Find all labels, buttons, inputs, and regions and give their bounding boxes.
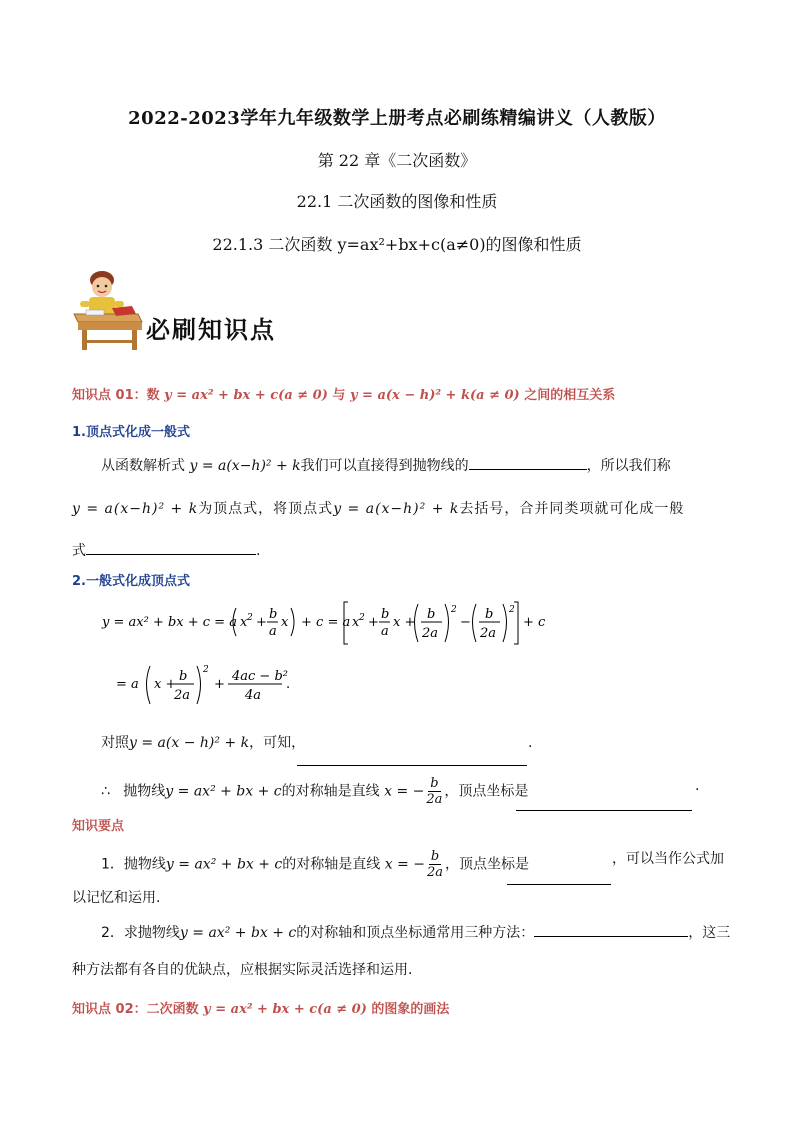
therefore-line (101, 776, 528, 807)
equation-line-1 (100, 596, 550, 648)
chapter-title: 第 22 章《二次函数》 (317, 151, 477, 170)
knowledge-point-01-title (72, 384, 615, 403)
compare-formula: y = a(x − h)² + k (129, 735, 250, 751)
fill-blank-3[interactable] (297, 765, 527, 766)
document-title: 2022-2023学年九年级数学上册考点必刷练精编讲义（人教版） (128, 108, 666, 129)
thf-end: . (695, 778, 700, 794)
p1-text-c: ，所以我们称 (586, 458, 671, 474)
svg-text:+: + (256, 615, 267, 630)
part1-heading: 1.顶点式化成一般式 (72, 425, 190, 440)
fill-blank-6[interactable] (534, 922, 688, 937)
item1-fraction: $\frac{b}{2a}$ (427, 849, 444, 880)
svg-text:2: 2 (359, 613, 365, 623)
svg-text:+ c = a: + c = a (301, 615, 351, 630)
item2-text-a: 2．求抛物线 (101, 925, 180, 941)
svg-text:x: x (352, 615, 360, 630)
item1-formula: y = ax² + bx + c (165, 856, 283, 873)
thf-formula: y = ax² + bx + c (165, 783, 282, 800)
item1-text-e: 以记忆和运用. (72, 890, 161, 906)
kp2-formula: y = ax² + bx + c(a ≠ 0) (203, 1002, 367, 1017)
thf-text-a: 抛物线 (123, 783, 166, 800)
key-item-1 (101, 849, 529, 880)
item1-x: x = − (384, 856, 425, 873)
svg-text:b: b (179, 669, 188, 684)
frac-a-1: a (269, 624, 277, 639)
p3-text-a: 式 (72, 543, 86, 559)
svg-text:2: 2 (509, 605, 515, 615)
thf-x: x = − (384, 783, 425, 800)
svg-text:2: 2 (203, 665, 209, 675)
kp2-suffix: 的图象的画法 (371, 1002, 450, 1017)
svg-text:2a: 2a (174, 688, 191, 703)
svg-text:b: b (381, 607, 390, 622)
svg-text:2: 2 (451, 605, 457, 615)
part2-heading: 2.一般式化成顶点式 (72, 574, 190, 589)
kp2-prefix: 知识点 02：二次函数 (72, 1002, 199, 1017)
thf-fraction: $\frac{b}{2a}$ (426, 776, 443, 807)
svg-text:.: . (286, 677, 291, 692)
key-item-2 (101, 922, 730, 943)
part1-line1 (101, 455, 731, 476)
therefore-symbol: ∴ (101, 783, 110, 800)
compare-text-a: 对照 (101, 735, 129, 751)
p2-formula: y = a(x−h)² + k (72, 501, 199, 517)
section-title: 22.1 二次函数的图像和性质 (296, 192, 498, 211)
equation-line-2 (100, 656, 320, 710)
part1-line3 (72, 540, 260, 561)
svg-text:x +: x + (154, 677, 177, 692)
knowledge-point-02-title (72, 998, 449, 1017)
item2-text-c: ，这三 (688, 925, 731, 941)
fill-blank-2[interactable] (86, 540, 256, 555)
student-at-desk-icon (72, 268, 144, 352)
svg-text:2a: 2a (422, 626, 439, 641)
item1-text-c: ，顶点坐标是 (445, 856, 530, 873)
item2-text-b: 的对称轴和顶点坐标通常用三种方法： (296, 925, 535, 941)
svg-text:−: − (460, 615, 471, 630)
p1-text-b: 我们可以直接得到抛物线的 (300, 458, 469, 474)
kp1-formula-b: y = a(x − h)² + k(a ≠ 0) (349, 388, 520, 403)
p1-text-a: 从函数解析式 (101, 458, 185, 474)
kp1-suffix: 之间的相互关系 (524, 388, 616, 403)
compare-end: . (528, 735, 533, 751)
svg-text:+ c: + c (523, 615, 546, 630)
compare-line (101, 733, 305, 753)
svg-text:+: + (214, 677, 225, 692)
kp1-formula-a: y = ax² + bx + c(a ≠ 0) (164, 388, 328, 403)
p3-text-b: . (256, 543, 261, 559)
svg-text:x: x (281, 615, 289, 630)
eq2-frac-numerator: 4ac − b² (232, 669, 288, 684)
key-points-heading: 知识要点 (72, 819, 125, 834)
p2-formula2: y = a(x−h)² + k (333, 501, 460, 517)
item1-text-b: 的对称轴是直线 (282, 856, 381, 873)
thf-text-b: 的对称轴是直线 (281, 783, 380, 800)
eq1-left: y = ax² + bx + c = a (102, 615, 237, 630)
svg-text:x: x (240, 615, 248, 630)
kp1-connector: 与 (332, 388, 346, 403)
part1-line2 (72, 499, 732, 519)
svg-text:2a: 2a (480, 626, 497, 641)
banner-label: 必刷知识点 (146, 316, 276, 344)
item1-text-a: 1．抛物线 (101, 856, 166, 873)
item2-formula: y = ax² + bx + c (179, 925, 297, 941)
svg-text:b: b (485, 607, 494, 622)
item2-text-d: 种方法都有各自的优缺点，应根据实际灵活选择和运用. (72, 962, 413, 978)
item1-text-d: ，可以当作公式加 (612, 851, 724, 867)
fill-blank-4[interactable] (516, 810, 692, 811)
p2-text-a: 为顶点式，将顶点式 (198, 501, 334, 517)
eq2-frac-denominator: 4a (245, 688, 262, 703)
svg-text:a: a (381, 624, 389, 639)
svg-text:b: b (427, 607, 436, 622)
svg-text:x +: x + (393, 615, 416, 630)
subsection-title: 22.1.3 二次函数 y=ax²+bx+c(a≠0)的图像和性质 (212, 235, 582, 254)
svg-text:2: 2 (247, 613, 253, 623)
svg-text:+: + (368, 615, 379, 630)
eq2-prefix: = a (116, 677, 139, 692)
p2-text-b: 去括号，合并同类项就可化成一般 (459, 501, 685, 517)
kp1-prefix: 知识点 01：数 (72, 388, 160, 403)
fill-blank-5[interactable] (507, 884, 611, 885)
p1-formula: y = a(x−h)² + k (189, 458, 301, 474)
fill-blank-1[interactable] (469, 455, 587, 470)
frac-b-1: b (269, 607, 278, 622)
thf-text-c: ，顶点坐标是 (444, 783, 529, 800)
compare-text-b: ，可知， (249, 735, 306, 751)
